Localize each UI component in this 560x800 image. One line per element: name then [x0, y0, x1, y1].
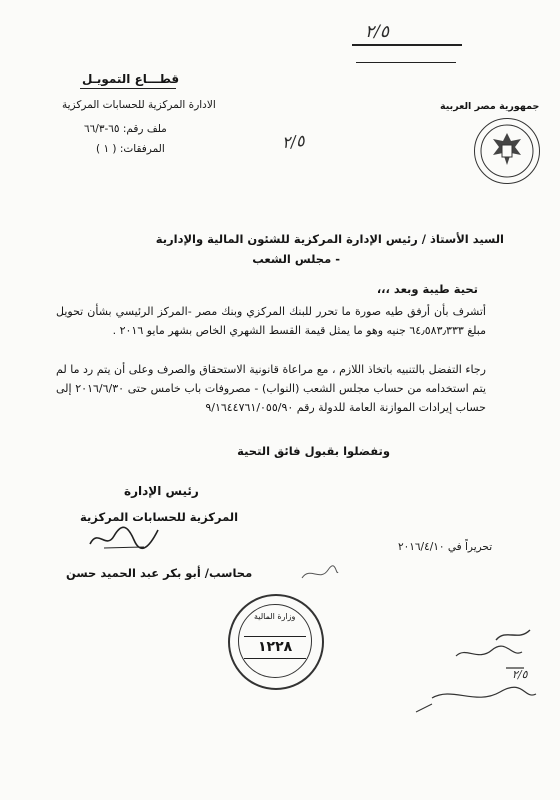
signatory-name: محاسب/ أبو بكر عبد الحميد حسن [66, 566, 253, 580]
sector-title: قطـــاع التمويـل [82, 72, 180, 86]
greeting: تحية طيبة وبعد ،،، [376, 282, 478, 296]
note-underline [352, 44, 462, 46]
signatory-title: رئيس الإدارة [124, 484, 199, 498]
signatory-department: المركزية للحسابات المركزية [80, 510, 239, 524]
date-written: تحريراً في ٢٠١٦/٤/١٠ [398, 541, 493, 553]
closing-line: وتفضلوا بقبول فائق التحية [237, 444, 390, 458]
eagle-seal-icon [474, 118, 540, 184]
file-number: ملف رقم: ٦٥-٦٦/٣ [84, 123, 167, 135]
note-underline [356, 62, 456, 63]
handwritten-annotation: ٢/٥ [281, 130, 306, 153]
stamp-line [244, 658, 306, 659]
paragraph-transfer-notice: أتشرف بأن أرفق طيه صورة ما تحرر للبنك المركزي وبنك مصر -المركز الرئيسي بشأن تحويل مبلغ ٦٤٫٥٨٣٫٣٣٣ جنيه وهو ما يمثل قيمة القسط الشهري الخاص بشهر مايو ٢٠١٦ . [56, 305, 486, 337]
handwritten-fraction: ٢/٥ [512, 668, 528, 681]
handwritten-signature-icon [84, 520, 164, 554]
paragraph-instructions: رجاء التفضل بالتنبيه باتخاذ اللازم ، مع مراعاة قانونية الاستحقاق والصرف وعلى أن يتم رد ما لم يتم استخدامه من حساب مجلس الشعب (النواب) - مصروفات باب خامس حتى ٢٠١٦/٦/٣٠ إلى حساب إيرادات الموازنة العامة للدولة رقم ٩/١٦٤٤٧٦١/٠٥٥/٩٠ [56, 363, 487, 414]
handwritten-reference-note: ٢/٥ [365, 22, 389, 42]
recipient-line: السيد الأستاذ / رئيس الإدارة المركزية للشئون المالية والإدارية [155, 232, 504, 246]
stamp-number: ١٢٢٨ [258, 639, 293, 655]
sector-underline [80, 88, 176, 89]
seal-caption: جمهورية مصر العربية [440, 101, 540, 112]
stamp-line [244, 636, 306, 637]
ministry-stamp-icon [228, 594, 324, 690]
recipient-organization: - مجلس الشعب [252, 252, 340, 266]
attachments-count: المرفقات: ( ١ ) [96, 143, 165, 155]
stamp-text: وزارة المالية [254, 612, 296, 621]
faint-scribble-icon [300, 564, 340, 584]
department-name: الادارة المركزية للحسابات المركزية [62, 99, 216, 111]
